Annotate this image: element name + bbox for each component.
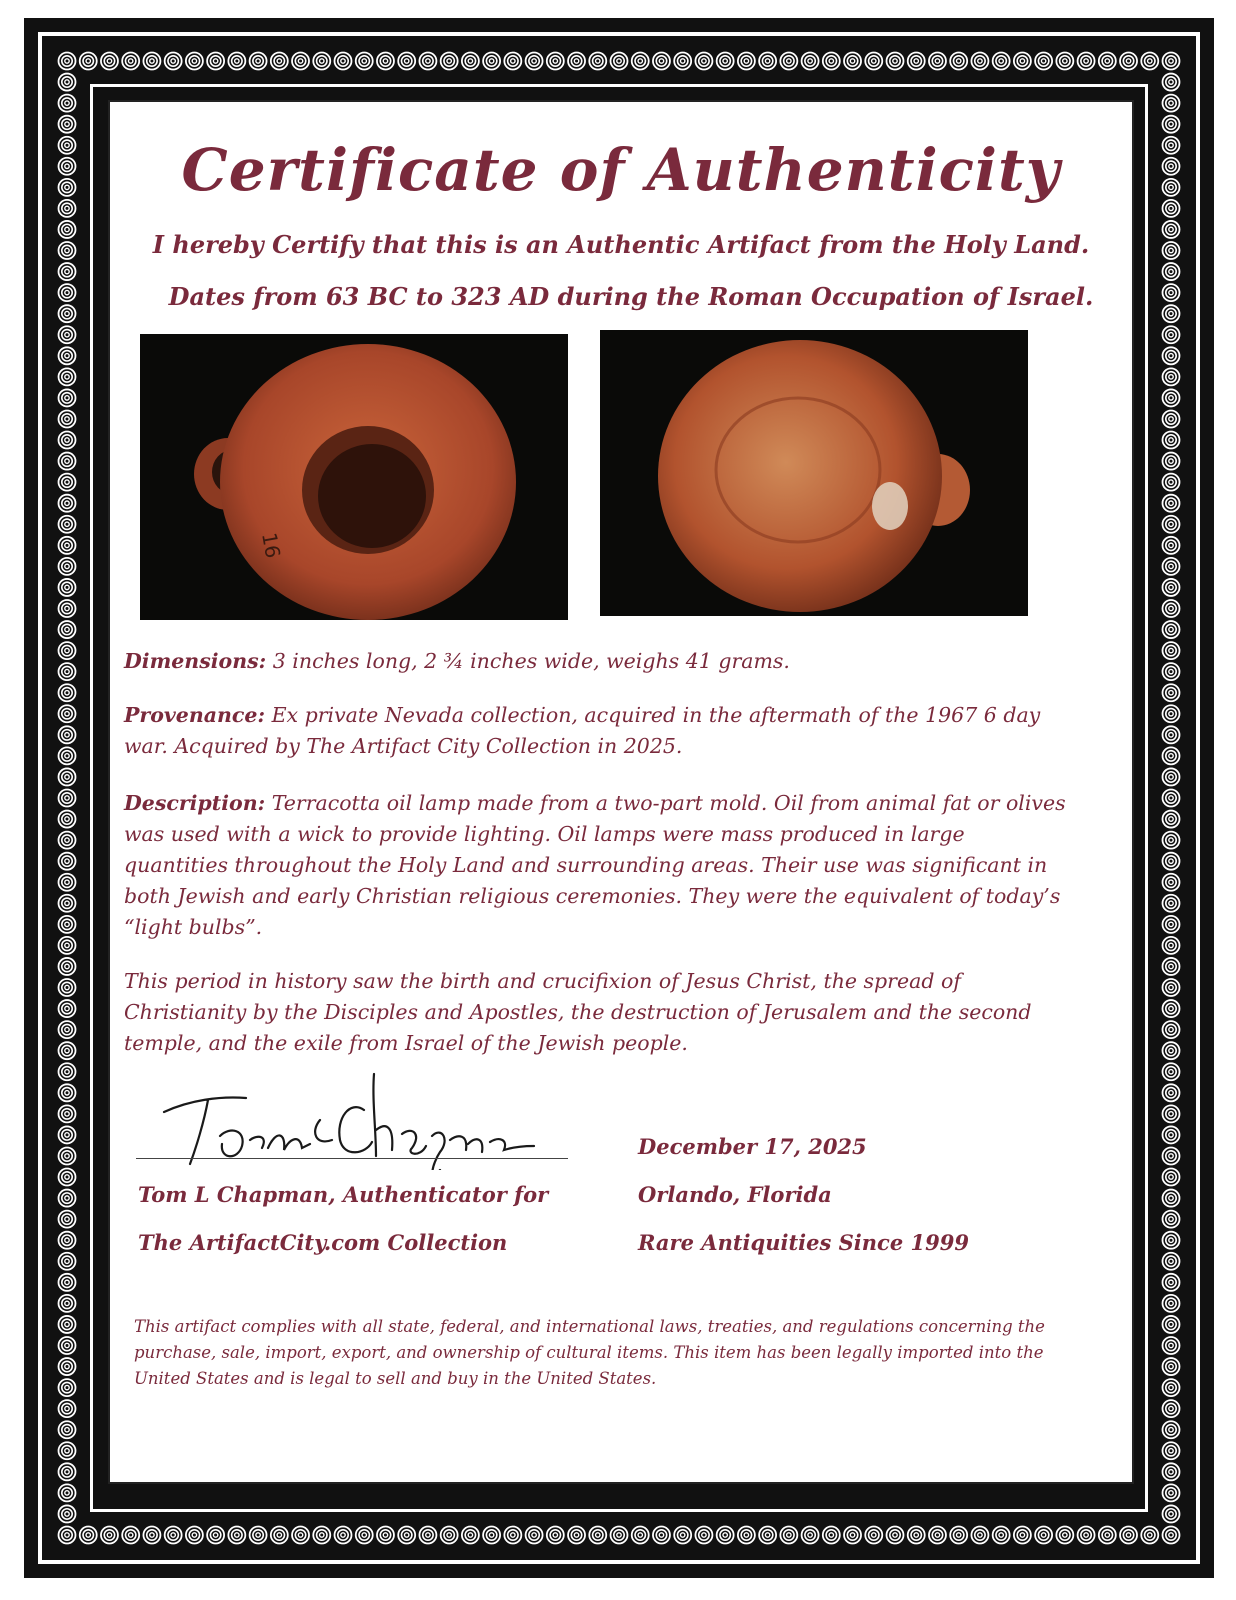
provenance-label: Provenance: [124,703,266,727]
dimensions-label: Dimensions: [124,649,267,673]
provenance-text: Ex private Nevada collection, acquired in the aftermath of the 1967 6 day war. Acquired by The Artifact City Collection in 2025. [124,703,1041,758]
description-paragraph [124,788,1074,943]
certify-line: I hereby Certify that this is an Authentic Artifact from the Holy Land. [152,230,1090,259]
dimensions-paragraph [124,646,1074,677]
signer-name: Tom L Chapman, Authenticator for [138,1182,549,1207]
signer-organization: The ArtifactCity.com Collection [138,1230,508,1255]
certificate-date: December 17, 2025 [638,1134,867,1159]
dimensions-text: 3 inches long, 2 ¾ inches wide, weighs 41 grams. [272,649,790,673]
oil-lamp-bottom-photo [600,330,1028,616]
dates-line: Dates from 63 BC to 323 AD during the Roman Occupation of Israel. [168,282,1094,311]
signature [150,1060,570,1170]
certificate-panel [108,100,1134,1484]
description-label: Description: [124,791,266,815]
certificate-title: Certificate of Authenticity [181,136,1061,204]
signature-line [136,1158,568,1159]
svg-text:16: 16 [257,530,286,560]
provenance-paragraph [124,700,1044,762]
legal-disclaimer: This artifact complies with all state, federal, and international laws, treaties, and regulations concerning the purchase, sale, import, export, and ownership of cultural items. This item has been legally imported into the United States and is legal to sell and buy in the United States. [134,1317,1045,1388]
company-tagline: Rare Antiquities Since 1999 [638,1230,969,1255]
description-text: Terracotta oil lamp made from a two-part mold. Oil from animal fat or olives was used with a wick to provide lighting. Oil lamps were mass produced in large quantities throughout the Holy Land and surrounding areas. Their use was significant in both Jewish and early Christian religious ceremonies. They were the equivalent of today’s “light bulbs”. [124,791,1066,939]
certificate-location: Orlando, Florida [638,1182,832,1207]
oil-lamp-top-photo [140,334,568,620]
history-paragraph: This period in history saw the birth and crucifixion of Jesus Christ, the spread of Christianity by the Disciples and Apostles, the destruction of Jerusalem and the second temple, and the exile from Israel of the Jewish people. [124,969,1032,1055]
